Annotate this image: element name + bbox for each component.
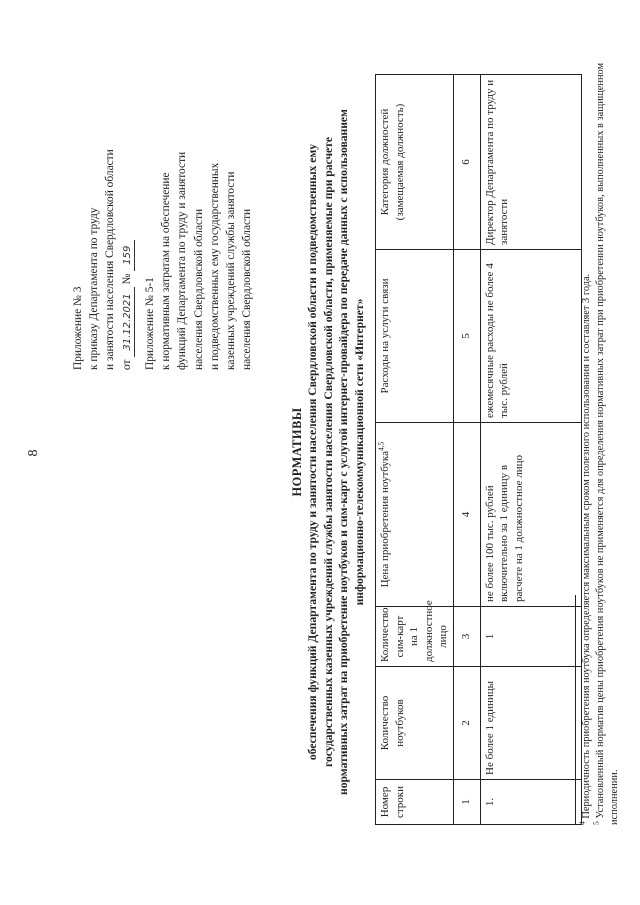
- table-cell: ежемесячные расходы не более 4 тыс. рублей: [480, 250, 581, 423]
- footnote-mark: 5: [591, 821, 601, 825]
- column-number: 5: [453, 250, 480, 423]
- column-number: 3: [453, 607, 480, 667]
- table-cell: 1.: [480, 780, 581, 825]
- column-number: 6: [453, 75, 480, 250]
- appendix-5-1-line: и подведомственных ему государственных: [208, 162, 221, 370]
- table-cell: Директор Департамента по труду и занятости: [480, 75, 581, 250]
- column-number-row: [453, 75, 480, 825]
- column-number: 1: [453, 780, 480, 825]
- appendix-5-1-line: Приложение № 5-1: [144, 277, 156, 370]
- title-line: нормативных затрат на приобретение ноутбуков и сим-карт с услугой интернет-провайдера по передаче данных с использованием: [337, 109, 351, 795]
- order-date: 31.12.2021: [122, 287, 135, 356]
- title-line: информационно-телекоммуникационной сети «Интернет»: [352, 298, 366, 606]
- footnote-ref: 4,5: [376, 441, 386, 451]
- table-cell: 1: [480, 607, 581, 667]
- title-heading: НОРМАТИВЫ: [290, 407, 304, 497]
- appendix-3-line: и занятости населения Свердловской области: [104, 149, 117, 370]
- number-prefix: №: [120, 273, 133, 285]
- document-title: [290, 87, 367, 817]
- order-date-line: [119, 10, 135, 370]
- header-cell: [376, 423, 454, 607]
- header-cell-text: Цена приобретения ноутбука: [379, 451, 391, 588]
- header-cell: Расходы на услуги связи: [376, 250, 454, 423]
- header-cell: Количество сим-карт на 1 должностное лицо: [376, 607, 454, 667]
- order-number: 159: [122, 240, 135, 271]
- footnote-divider: [575, 595, 576, 825]
- table-cell: Не более 1 единицы: [480, 667, 581, 780]
- title-line: государственных казенных учреждений службы занятости населения Свердловской области, применяемые при расчете: [321, 137, 335, 768]
- appendix-3-header: [70, 10, 135, 370]
- appendix-5-1-line: казенных учреждений службы занятости: [225, 171, 238, 370]
- column-number: 2: [453, 667, 480, 780]
- footnote: [591, 25, 621, 825]
- appendix-3-line: Приложение № 3: [72, 286, 84, 370]
- header-cell: Количество ноутбуков: [376, 667, 454, 780]
- page-number: 8: [26, 449, 41, 457]
- date-prefix: от: [120, 359, 133, 370]
- column-number: 4: [453, 423, 480, 607]
- table-row: [480, 75, 581, 825]
- appendix-5-1-line: функций Департамента по труду и занятости: [176, 151, 189, 370]
- header-cell: Категория должностей (замещаемая должность): [376, 75, 454, 250]
- appendix-5-1-header: [142, 10, 255, 370]
- footnote-text: Периодичность приобретения ноутбука определяется максимальным сроком полезного использования и составляет 3 года.: [581, 273, 592, 819]
- appendix-3-line: к приказу Департамента по труду: [88, 207, 101, 370]
- footnote-text: Установленный норматив цены приобретения ноутбуков не применяется для определения нормативных затрат при приобретении ноутбуков, выполненных в защищенном исполнении.: [595, 62, 620, 825]
- appendix-5-1-line: к нормативным затратам на обеспечение: [160, 172, 173, 370]
- footnote-mark: 4: [577, 821, 587, 825]
- table-cell: не более 100 тыс. рублей включительно за 1 единицу в расчете на 1 должностное лицо: [480, 423, 581, 607]
- footnote: [577, 25, 594, 825]
- table-header-row: [376, 75, 454, 825]
- appendix-5-1-line: населения Свердловской области: [241, 208, 254, 370]
- title-line: обеспечения функций Департамента по труду и занятости населения Свердловской области и подведомственных ему: [306, 143, 320, 761]
- header-cell: Номер строки: [376, 780, 454, 825]
- norms-table: [375, 74, 582, 825]
- appendix-5-1-line: населения Свердловской области: [192, 208, 205, 370]
